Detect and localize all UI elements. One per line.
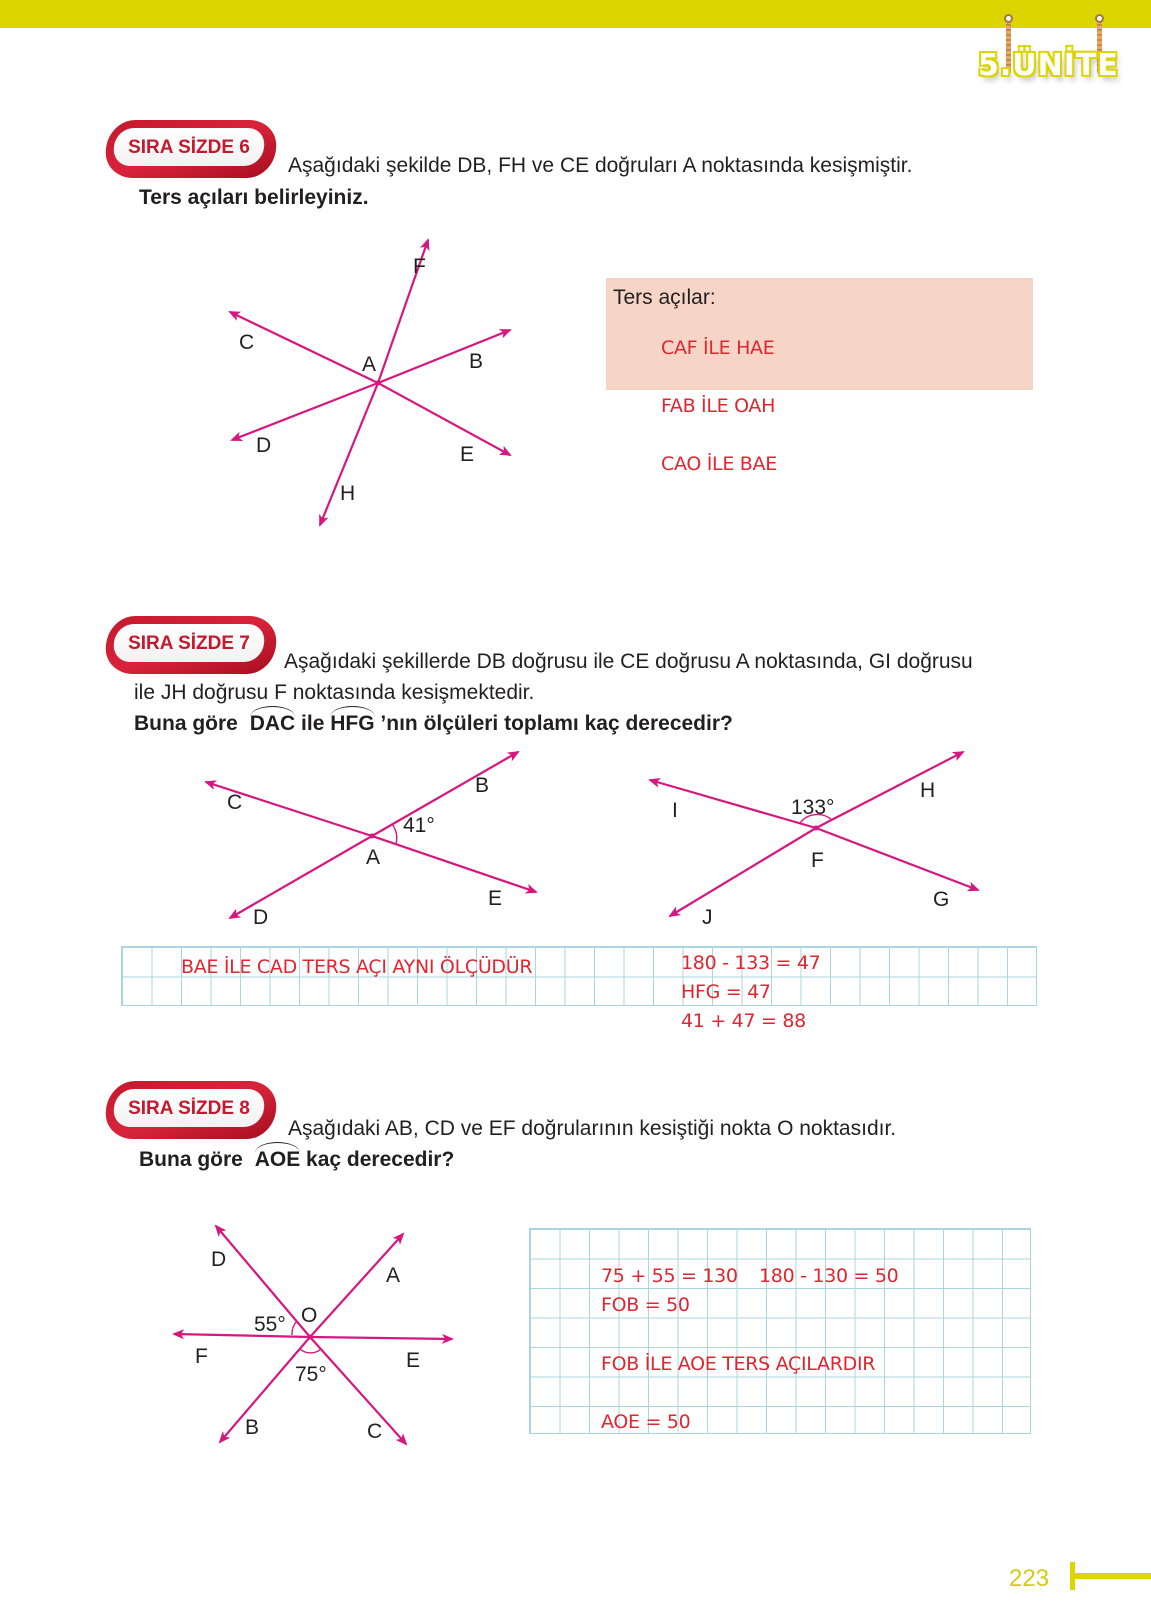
exercise-7-figure-left xyxy=(200,742,550,937)
svg-text:A: A xyxy=(366,846,381,869)
angle-dac: DAC xyxy=(249,712,296,735)
svg-text:41°: 41° xyxy=(403,814,435,837)
exercise-8-work-line1a: 75 + 55 = 130 xyxy=(601,1265,738,1287)
svg-text:C: C xyxy=(227,791,243,814)
svg-text:C: C xyxy=(367,1420,383,1443)
svg-text:B: B xyxy=(245,1416,260,1439)
intersecting-lines-diagram xyxy=(210,230,520,530)
answer-line-1: CAF İLE HAE xyxy=(661,337,775,359)
svg-text:A: A xyxy=(362,353,377,376)
svg-text:F: F xyxy=(811,849,824,872)
svg-text:I: I xyxy=(672,799,678,822)
sira-sizde-7-badge xyxy=(106,616,276,674)
exercise-7-figure-right xyxy=(640,742,990,937)
unit-badge xyxy=(978,12,1118,92)
exercise-8-work-line2: FOB = 50 xyxy=(601,1294,690,1316)
answer-line-2: FAB İLE OAH xyxy=(661,395,776,417)
sira-sizde-8-badge xyxy=(106,1081,276,1139)
svg-text:F: F xyxy=(195,1345,208,1368)
svg-text:55°: 55° xyxy=(254,1313,286,1336)
unit-label: 5.ÜNİTE xyxy=(978,48,1119,83)
exercise-7-question: Buna göre DAC ile HFG ’nın ölçüleri toplamı kaç derecedir? xyxy=(134,712,733,735)
ring-right xyxy=(1095,14,1104,23)
exercise-8-work-grid xyxy=(529,1228,1031,1434)
page-marker-line xyxy=(1070,1573,1151,1579)
svg-text:H: H xyxy=(340,482,356,505)
svg-text:G: G xyxy=(933,888,950,911)
svg-text:C: C xyxy=(239,331,255,354)
badge-label: SIRA SİZDE 7 xyxy=(128,633,250,654)
page-number: 223 xyxy=(1009,1565,1050,1592)
angle-hfg: HFG xyxy=(330,712,375,735)
badge-label: SIRA SİZDE 8 xyxy=(128,1098,250,1119)
exercise-8-text: Aşağıdaki AB, CD ve EF doğrularının kesiştiği nokta O noktasıdır. xyxy=(288,1117,897,1140)
exercise-7-work-line2: HFG = 47 xyxy=(681,981,771,1003)
svg-text:F: F xyxy=(413,255,426,278)
answer-line-3: CAO İLE BAE xyxy=(661,453,777,475)
svg-text:133°: 133° xyxy=(791,796,835,819)
svg-text:D: D xyxy=(211,1248,227,1271)
exercise-8-figure xyxy=(168,1222,468,1457)
exercise-7-text-line2: ile JH doğrusu F noktasında kesişmektedir. xyxy=(134,681,535,704)
exercise-8-work-line1b: 180 - 130 = 50 xyxy=(759,1265,899,1287)
svg-text:A: A xyxy=(386,1264,401,1287)
exercise-8-work-line4: AOE = 50 xyxy=(601,1411,691,1433)
svg-text:E: E xyxy=(488,887,503,910)
sira-sizde-6-badge xyxy=(106,120,276,178)
svg-text:O: O xyxy=(301,1304,318,1327)
exercise-7-work-left: BAE İLE CAD TERS AÇI AYNI ÖLÇÜDÜR xyxy=(181,956,533,978)
exercise-7-text-line1: Aşağıdaki şekillerde DB doğrusu ile CE doğrusu A noktasında, GI doğrusu xyxy=(284,650,973,673)
svg-text:B: B xyxy=(469,350,484,373)
svg-text:D: D xyxy=(253,906,269,929)
exercise-7-work-line3: 41 + 47 = 88 xyxy=(681,1010,806,1032)
exercise-7-work-line1: 180 - 133 = 47 xyxy=(681,952,821,974)
svg-text:75°: 75° xyxy=(295,1363,327,1386)
answer-box-title: Ters açılar: xyxy=(613,286,716,309)
svg-text:J: J xyxy=(702,906,713,929)
svg-text:E: E xyxy=(460,443,475,466)
exercise-6-text: Aşağıdaki şekilde DB, FH ve CE doğruları A noktasında kesişmiştir. xyxy=(288,154,913,177)
badge-label: SIRA SİZDE 6 xyxy=(128,137,250,158)
ring-left xyxy=(1004,14,1013,23)
exercise-6-figure xyxy=(210,230,520,535)
exercise-8-work-line3: FOB İLE AOE TERS AÇILARDIR xyxy=(601,1353,876,1375)
exercise-6-question: Ters açıları belirleyiniz. xyxy=(139,186,369,209)
svg-text:D: D xyxy=(256,434,272,457)
exercise-8-question: Buna göre AOE kaç derecedir? xyxy=(139,1148,455,1171)
angle-aoe: AOE xyxy=(254,1148,301,1171)
svg-text:H: H xyxy=(920,779,936,802)
svg-text:B: B xyxy=(475,774,490,797)
svg-text:E: E xyxy=(406,1349,421,1372)
